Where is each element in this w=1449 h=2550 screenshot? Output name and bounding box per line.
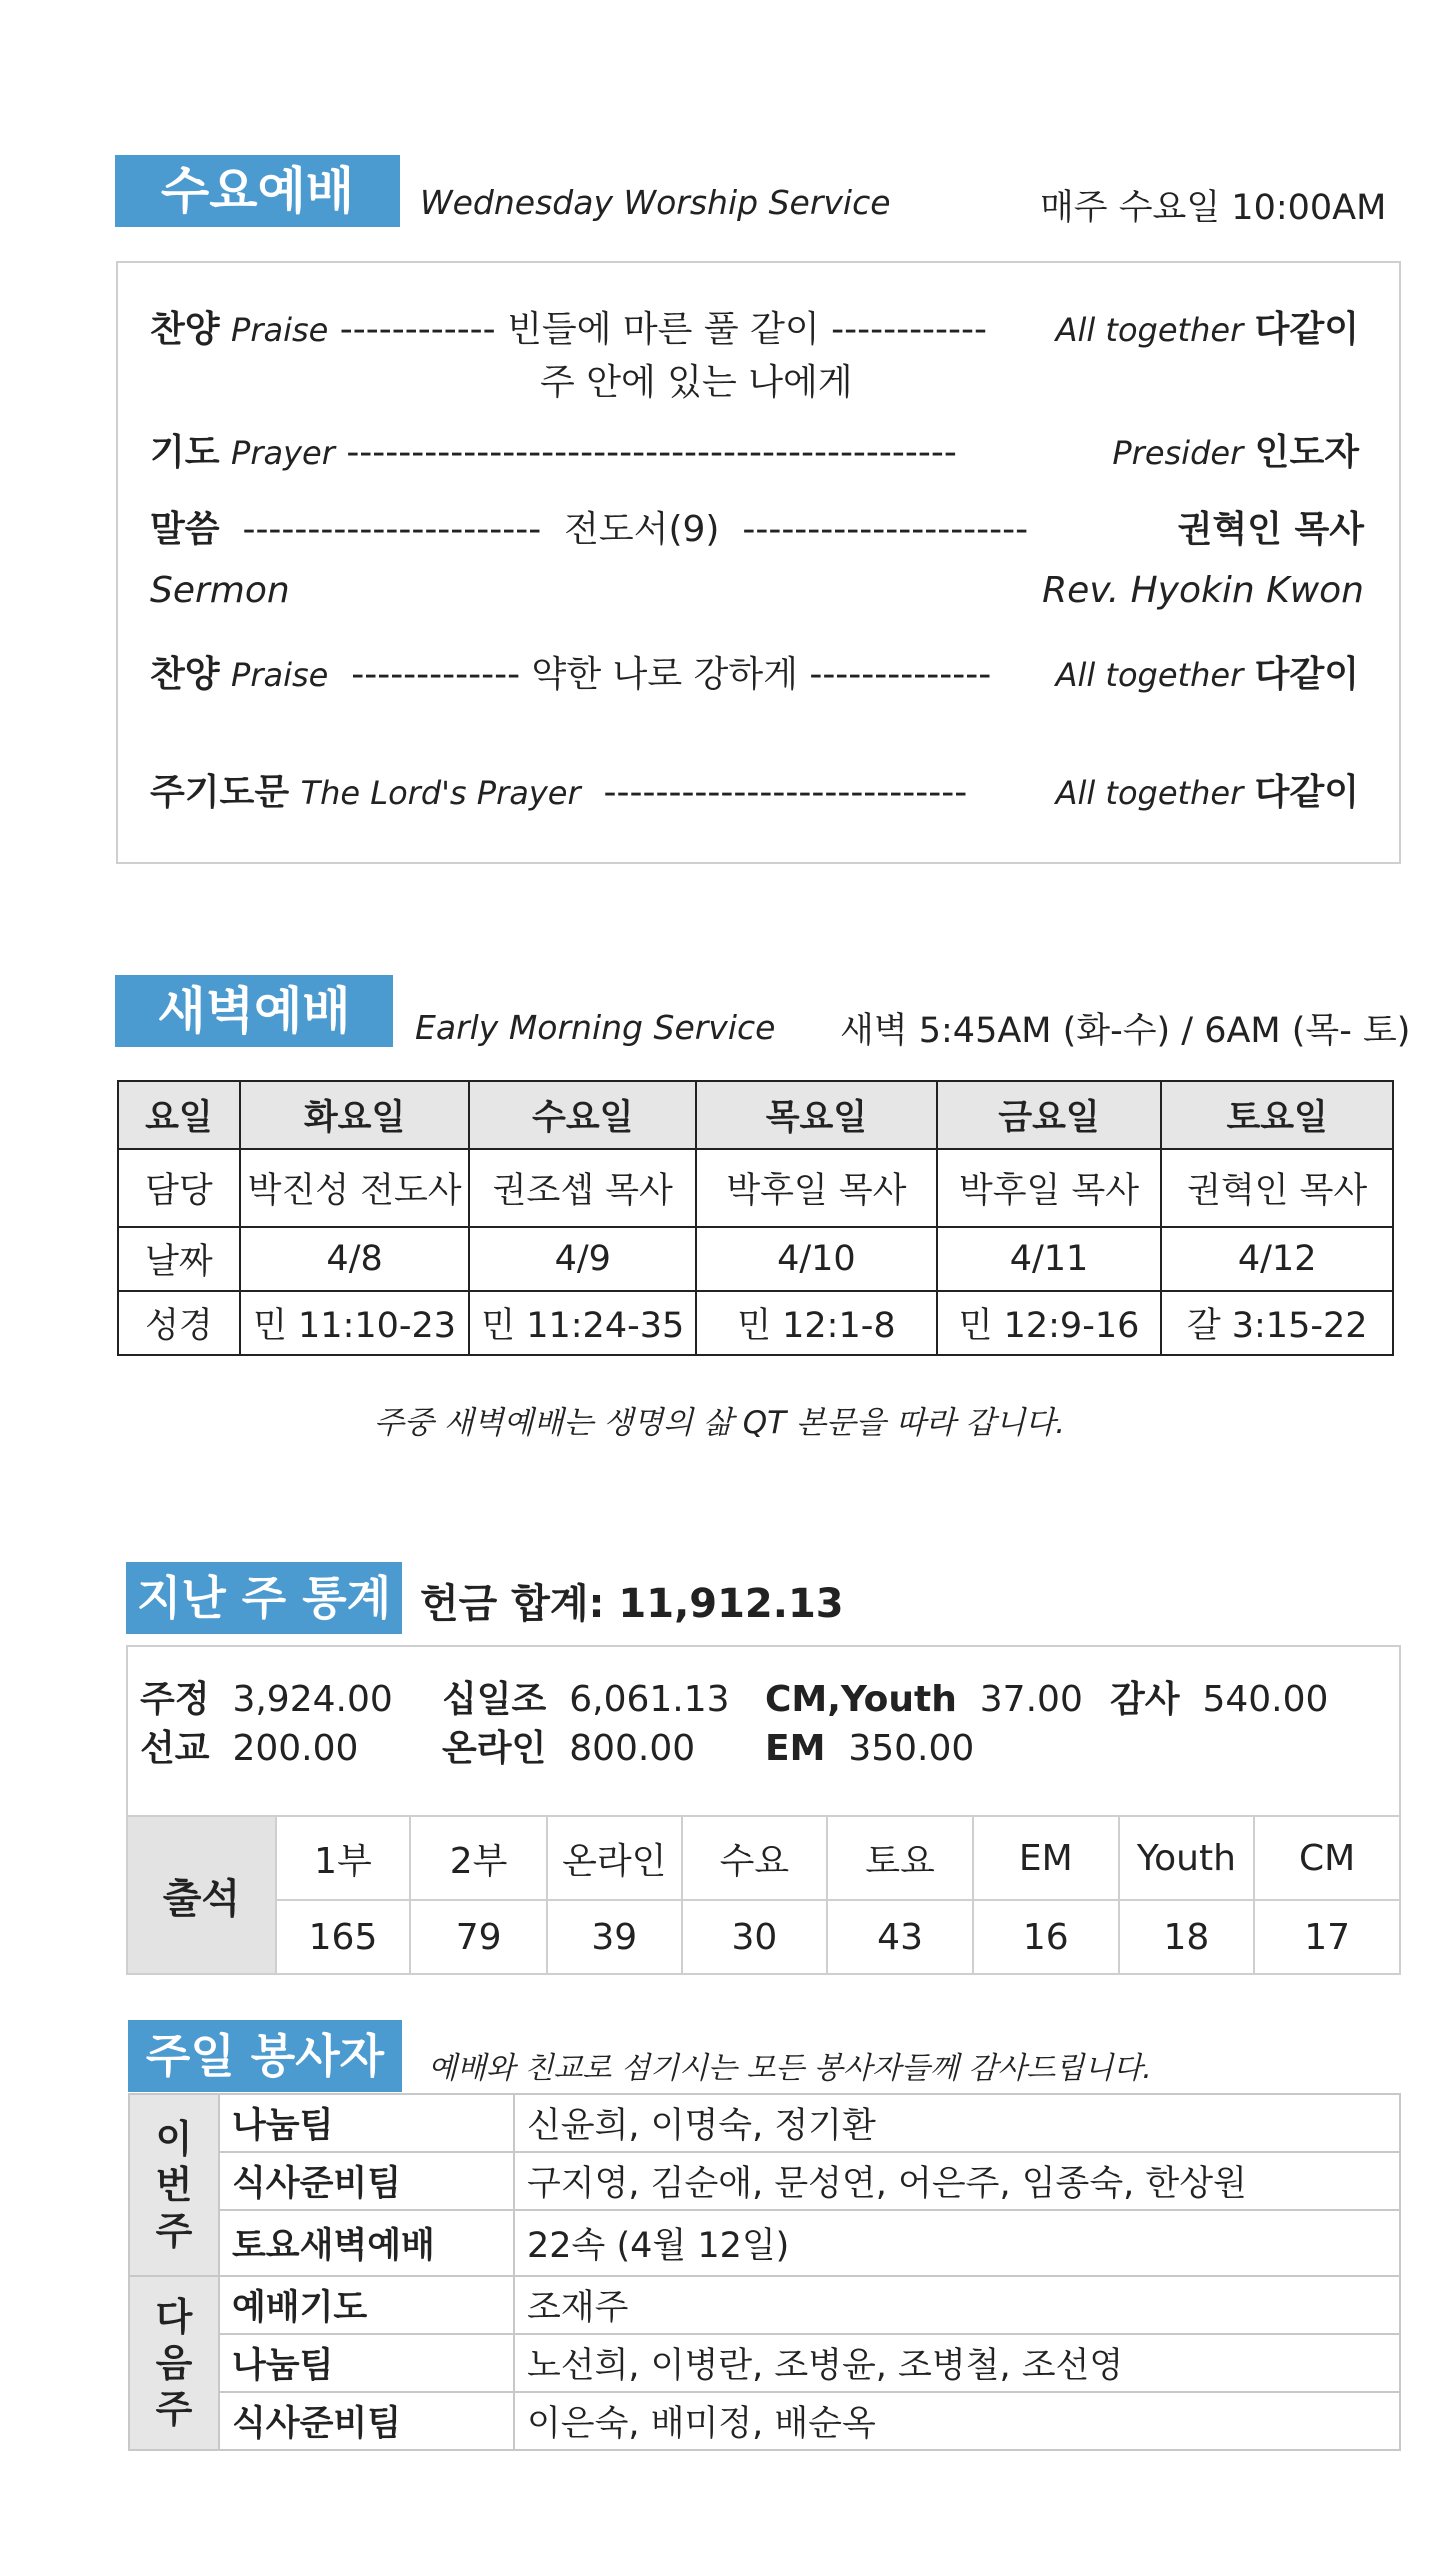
- early-header-cell: 수요일: [469, 1081, 696, 1149]
- stats-total: 헌금 합계: 11,912.13: [420, 1581, 844, 1627]
- early-cell: 4/8: [240, 1227, 470, 1291]
- attendance-table: [126, 1815, 1401, 1975]
- sermon-en: Sermon: [150, 570, 290, 611]
- lords-prayer-en: The Lord's Prayer: [300, 774, 581, 812]
- prayer-who: [1112, 428, 1359, 478]
- attendance-header: CM: [1254, 1816, 1400, 1900]
- offering-value: 350.00: [848, 1728, 975, 1769]
- offering-label: 온라인: [442, 1728, 547, 1769]
- volunteer-names: 이은숙, 배미정, 배순옥: [514, 2392, 1400, 2450]
- sermon-line: [150, 505, 1028, 555]
- early-cell: 4/12: [1161, 1227, 1393, 1291]
- prayer-who-ko: 인도자: [1254, 432, 1359, 473]
- this-week-text: 이번주: [155, 2117, 193, 2253]
- early-cell: 4/11: [937, 1227, 1162, 1291]
- attendance-value: 18: [1119, 1900, 1255, 1974]
- praise1-ko: 찬양: [150, 309, 220, 350]
- volunteer-role: 나눔팀: [219, 2094, 514, 2152]
- praise2-who: [1056, 650, 1359, 700]
- early-cell: 박후일 목사: [937, 1149, 1162, 1227]
- lords-prayer-who-en: All together: [1055, 774, 1244, 812]
- praise2-who-en: All together: [1055, 656, 1244, 694]
- early-cell: 담당: [118, 1149, 240, 1227]
- wednesday-tag: 수요예배: [115, 155, 400, 227]
- lords-prayer-dash: ----------------------------: [603, 772, 968, 813]
- wednesday-schedule: 매주 수요일 10:00AM: [1040, 188, 1387, 228]
- early-cell: 날짜: [118, 1227, 240, 1291]
- attendance-header: 수요: [682, 1816, 828, 1900]
- offering-value: 200.00: [232, 1728, 359, 1769]
- volunteer-names: 22속 (4월 12일): [514, 2210, 1400, 2276]
- wednesday-subtitle: Wednesday Worship Service: [420, 183, 891, 222]
- attendance-value: 43: [827, 1900, 973, 1974]
- volunteers-tag: 주일 봉사자: [128, 2020, 402, 2092]
- early-cell: 권혁인 목사: [1161, 1149, 1393, 1227]
- praise1-dash-left: ------------: [339, 309, 496, 350]
- attendance-value: 16: [973, 1900, 1119, 1974]
- praise2-dash-right: --------------: [809, 654, 992, 695]
- praise1-line: [150, 305, 987, 355]
- volunteers-table: [128, 2093, 1401, 2451]
- early-header-cell: 토요일: [1161, 1081, 1393, 1149]
- lords-prayer-who: [1056, 768, 1359, 818]
- volunteer-names: 구지영, 김순애, 문성연, 어은주, 임종숙, 한상원: [514, 2152, 1400, 2210]
- prayer-line: [150, 428, 957, 478]
- attendance-header: 2부: [410, 1816, 547, 1900]
- offering-item: [1110, 1675, 1328, 1725]
- early-cell: 갈 3:15-22: [1161, 1291, 1393, 1355]
- volunteer-names: 조재주: [514, 2276, 1400, 2334]
- praise2-who-ko: 다같이: [1254, 654, 1359, 695]
- attendance-header: 온라인: [547, 1816, 682, 1900]
- sermon-dash-left: -----------------------: [242, 509, 542, 550]
- early-header-cell: 목요일: [696, 1081, 937, 1149]
- early-note: 주중 새벽예배는 생명의 삶 QT 본문을 따라 갑니다.: [373, 1405, 1066, 1441]
- sermon-passage: 전도서(9): [564, 509, 720, 550]
- offering-label: 주정: [140, 1679, 210, 1720]
- lords-prayer-ko: 주기도문: [150, 772, 290, 813]
- lords-prayer-line: [150, 768, 967, 818]
- early-cell: 민 12:9-16: [937, 1291, 1162, 1355]
- early-schedule-table: [117, 1080, 1394, 1356]
- attendance-header: Youth: [1119, 1816, 1255, 1900]
- offering-value: 3,924.00: [232, 1679, 393, 1720]
- volunteer-role: 나눔팀: [219, 2334, 514, 2392]
- offering-item: [442, 1724, 695, 1774]
- offering-item: [765, 1724, 974, 1774]
- early-cell: 성경: [118, 1291, 240, 1355]
- attendance-value: 79: [410, 1900, 547, 1974]
- volunteer-role: 예배기도: [219, 2276, 514, 2334]
- volunteer-names: 노선희, 이병란, 조병윤, 조병철, 조선영: [514, 2334, 1400, 2392]
- early-cell: 민 11:24-35: [469, 1291, 696, 1355]
- attendance-value: 17: [1254, 1900, 1400, 1974]
- early-row-leader: [118, 1149, 1393, 1227]
- praise2-line: [150, 650, 991, 700]
- offering-item: [442, 1675, 730, 1725]
- praise1-who-ko: 다같이: [1254, 309, 1359, 350]
- volunteer-names: 신윤희, 이명숙, 정기환: [514, 2094, 1400, 2152]
- volunteer-role: 식사준비팀: [219, 2152, 514, 2210]
- early-cell: 4/10: [696, 1227, 937, 1291]
- prayer-dash: -----------------------------------------------: [346, 432, 957, 473]
- attendance-header: EM: [973, 1816, 1119, 1900]
- attendance-header: 토요: [827, 1816, 973, 1900]
- sermon-dash-right: ----------------------: [742, 509, 1029, 550]
- offering-item: [140, 1724, 358, 1774]
- volunteer-role: 식사준비팀: [219, 2392, 514, 2450]
- next-week-text: 다음주: [155, 2295, 193, 2431]
- attendance-value: 39: [547, 1900, 682, 1974]
- attendance-header: 1부: [276, 1816, 411, 1900]
- early-tag: 새벽예배: [115, 975, 393, 1047]
- attendance-value: 165: [276, 1900, 411, 1974]
- attendance-value: 30: [682, 1900, 828, 1974]
- volunteers-note: 예배와 친교로 섬기시는 모든 봉사자들께 감사드립니다.: [428, 2051, 1152, 2086]
- early-header-cell: 요일: [118, 1081, 240, 1149]
- offering-item: [140, 1675, 393, 1725]
- prayer-en: Prayer: [231, 434, 335, 472]
- offering-value: 37.00: [979, 1679, 1083, 1720]
- early-header-cell: 화요일: [240, 1081, 470, 1149]
- praise1-who: [1056, 305, 1359, 355]
- early-cell: 권조셉 목사: [469, 1149, 696, 1227]
- early-subtitle: Early Morning Service: [415, 1008, 776, 1047]
- praise1-title: 빈들에 마른 풀 같이: [507, 309, 820, 350]
- early-cell: 4/9: [469, 1227, 696, 1291]
- offering-value: 800.00: [569, 1728, 696, 1769]
- this-week-label: [129, 2094, 219, 2276]
- sermon-preacher-en: Rev. Hyokin Kwon: [1042, 570, 1364, 611]
- early-row-scripture: [118, 1291, 1393, 1355]
- praise2-title: 약한 나로 강하게: [531, 654, 798, 695]
- offering-label: 감사: [1110, 1679, 1180, 1720]
- prayer-ko: 기도: [150, 432, 220, 473]
- offering-label: CM,Youth: [765, 1679, 957, 1720]
- lords-prayer-who-ko: 다같이: [1254, 772, 1359, 813]
- offering-value: 6,061.13: [569, 1679, 730, 1720]
- praise2-en: Praise: [231, 656, 329, 694]
- sermon-ko: 말씀: [150, 509, 220, 550]
- early-cell: 박진성 전도사: [240, 1149, 470, 1227]
- volunteer-role: 토요새벽예배: [219, 2210, 514, 2276]
- early-row-date: [118, 1227, 1393, 1291]
- praise1-en: Praise: [231, 311, 329, 349]
- offering-item: [765, 1675, 1083, 1725]
- sermon-preacher-ko: 권혁인 목사: [1177, 509, 1364, 550]
- offering-label: 선교: [140, 1728, 210, 1769]
- prayer-who-en: Presider: [1112, 434, 1244, 472]
- praise1-dash-right: ------------: [831, 309, 988, 350]
- praise2-dash-left: -------------: [351, 654, 521, 695]
- next-week-label: [129, 2276, 219, 2450]
- early-schedule: 새벽 5:45AM (화-수) / 6AM (목- 토): [840, 1011, 1411, 1051]
- offering-value: 540.00: [1202, 1679, 1329, 1720]
- stats-tag: 지난 주 통계: [126, 1562, 402, 1634]
- praise1-title-line2: 주 안에 있는 나에게: [540, 362, 853, 403]
- attendance-label: 출석: [127, 1816, 276, 1974]
- offering-label: 십일조: [442, 1679, 547, 1720]
- offering-label: EM: [765, 1728, 826, 1769]
- early-header-cell: 금요일: [937, 1081, 1162, 1149]
- early-cell: 박후일 목사: [696, 1149, 937, 1227]
- praise1-who-en: All together: [1055, 311, 1244, 349]
- early-cell: 민 12:1-8: [696, 1291, 937, 1355]
- praise2-ko: 찬양: [150, 654, 220, 695]
- early-cell: 민 11:10-23: [240, 1291, 470, 1355]
